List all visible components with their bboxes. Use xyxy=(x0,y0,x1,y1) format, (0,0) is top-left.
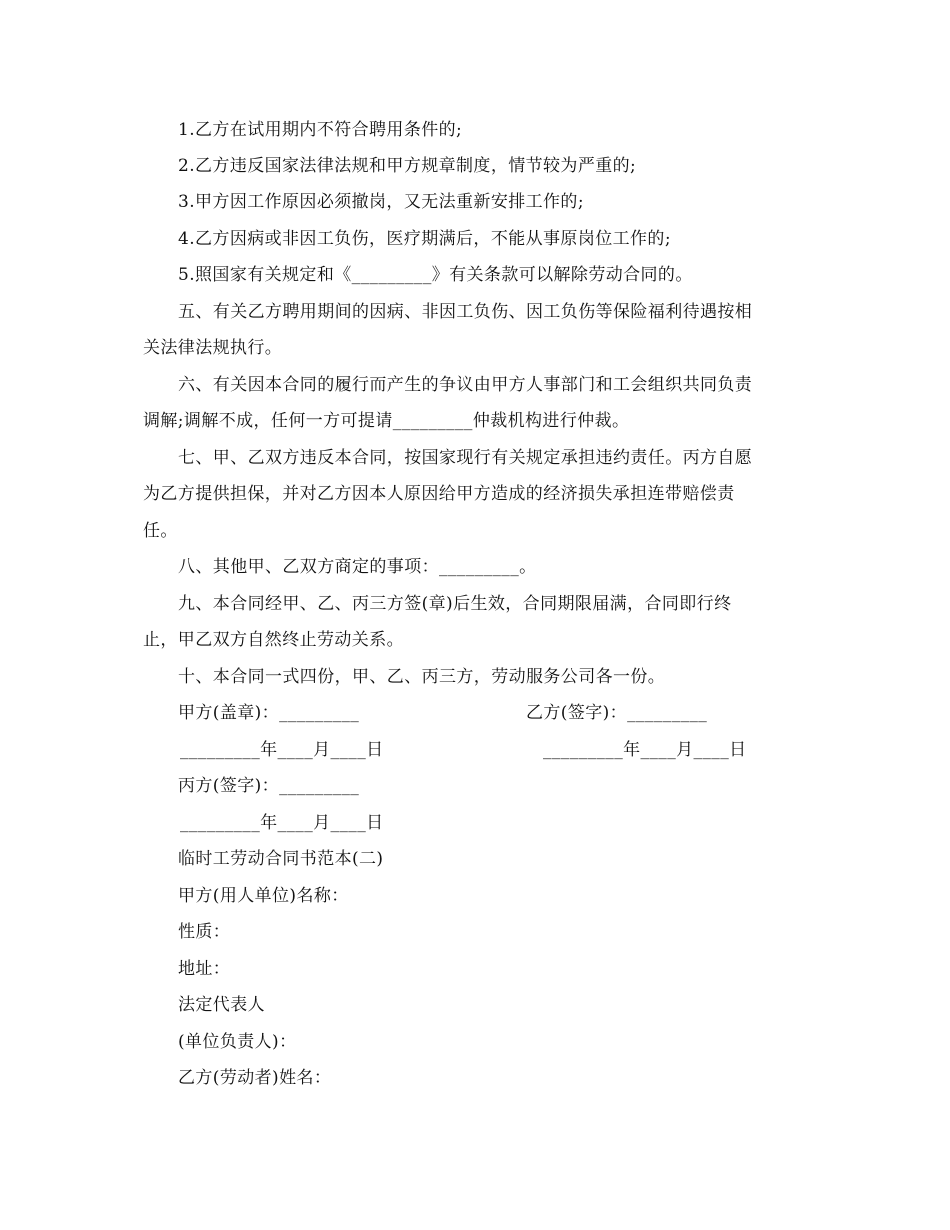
worker-name-label: 乙方(劳动者)姓名： xyxy=(178,1068,332,1088)
list-item: 1.乙方在试用期内不符合聘用条件的; xyxy=(178,120,463,140)
legal-rep-label: 法定代表人 xyxy=(178,995,265,1015)
clause-5-line-1: 五、有关乙方聘用期间的因病、非因工负伤、因工负伤等保险福利待遇按相 xyxy=(178,302,753,322)
party-c-signature: 丙方(签字)：_________ xyxy=(178,776,360,796)
party-c-date: _________年____月____日 xyxy=(180,813,384,833)
employer-name-label: 甲方(用人单位)名称： xyxy=(178,886,349,906)
list-item: 3.甲方因工作原因必须撤岗，又无法重新安排工作的; xyxy=(178,192,584,212)
clause-7-line-2: 为乙方提供担保，并对乙方因本人原因给甲方造成的经济损失承担连带赔偿责 xyxy=(143,484,735,504)
party-a-date: _________年____月____日 xyxy=(180,740,384,760)
clause-7-line-1: 七、甲、乙双方违反本合同，按国家现行有关规定承担违约责任。丙方自愿 xyxy=(178,448,753,468)
party-a-seal: 甲方(盖章)：_________ xyxy=(178,703,360,723)
clause-6-line-1: 六、有关因本合同的履行而产生的争议由甲方人事部门和工会组织共同负责 xyxy=(178,375,753,395)
clause-6-line-2: 调解;调解不成，任何一方可提请_________仲裁机构进行仲裁。 xyxy=(143,411,630,431)
section-title: 临时工劳动合同书范本(二) xyxy=(178,849,384,869)
party-b-date: _________年____月____日 xyxy=(543,740,747,760)
clause-9-line-1: 九、本合同经甲、乙、丙三方签(章)后生效，合同期限届满，合同即行终 xyxy=(178,594,732,614)
clause-9-line-2: 止，甲乙双方自然终止劳动关系。 xyxy=(143,630,404,650)
address-label: 地址： xyxy=(178,959,231,979)
party-b-signature: 乙方(签字)：_________ xyxy=(526,703,708,723)
list-item: 4.乙方因病或非因工负伤，医疗期满后，不能从事原岗位工作的; xyxy=(178,229,671,249)
clause-5-line-2: 关法律法规执行。 xyxy=(143,338,283,358)
clause-10: 十、本合同一式四份，甲、乙、丙三方，劳动服务公司各一份。 xyxy=(178,667,666,687)
clause-7-line-3: 任。 xyxy=(143,521,178,541)
nature-label: 性质： xyxy=(178,922,231,942)
clause-8: 八、其他甲、乙双方商定的事项：_________。 xyxy=(178,557,537,577)
unit-head-label: (单位负责人)： xyxy=(178,1032,297,1052)
list-item: 5.照国家有关规定和《_________》有关条款可以解除劳动合同的。 xyxy=(178,265,693,285)
list-item: 2.乙方违反国家法律法规和甲方规章制度，情节较为严重的; xyxy=(178,156,637,176)
